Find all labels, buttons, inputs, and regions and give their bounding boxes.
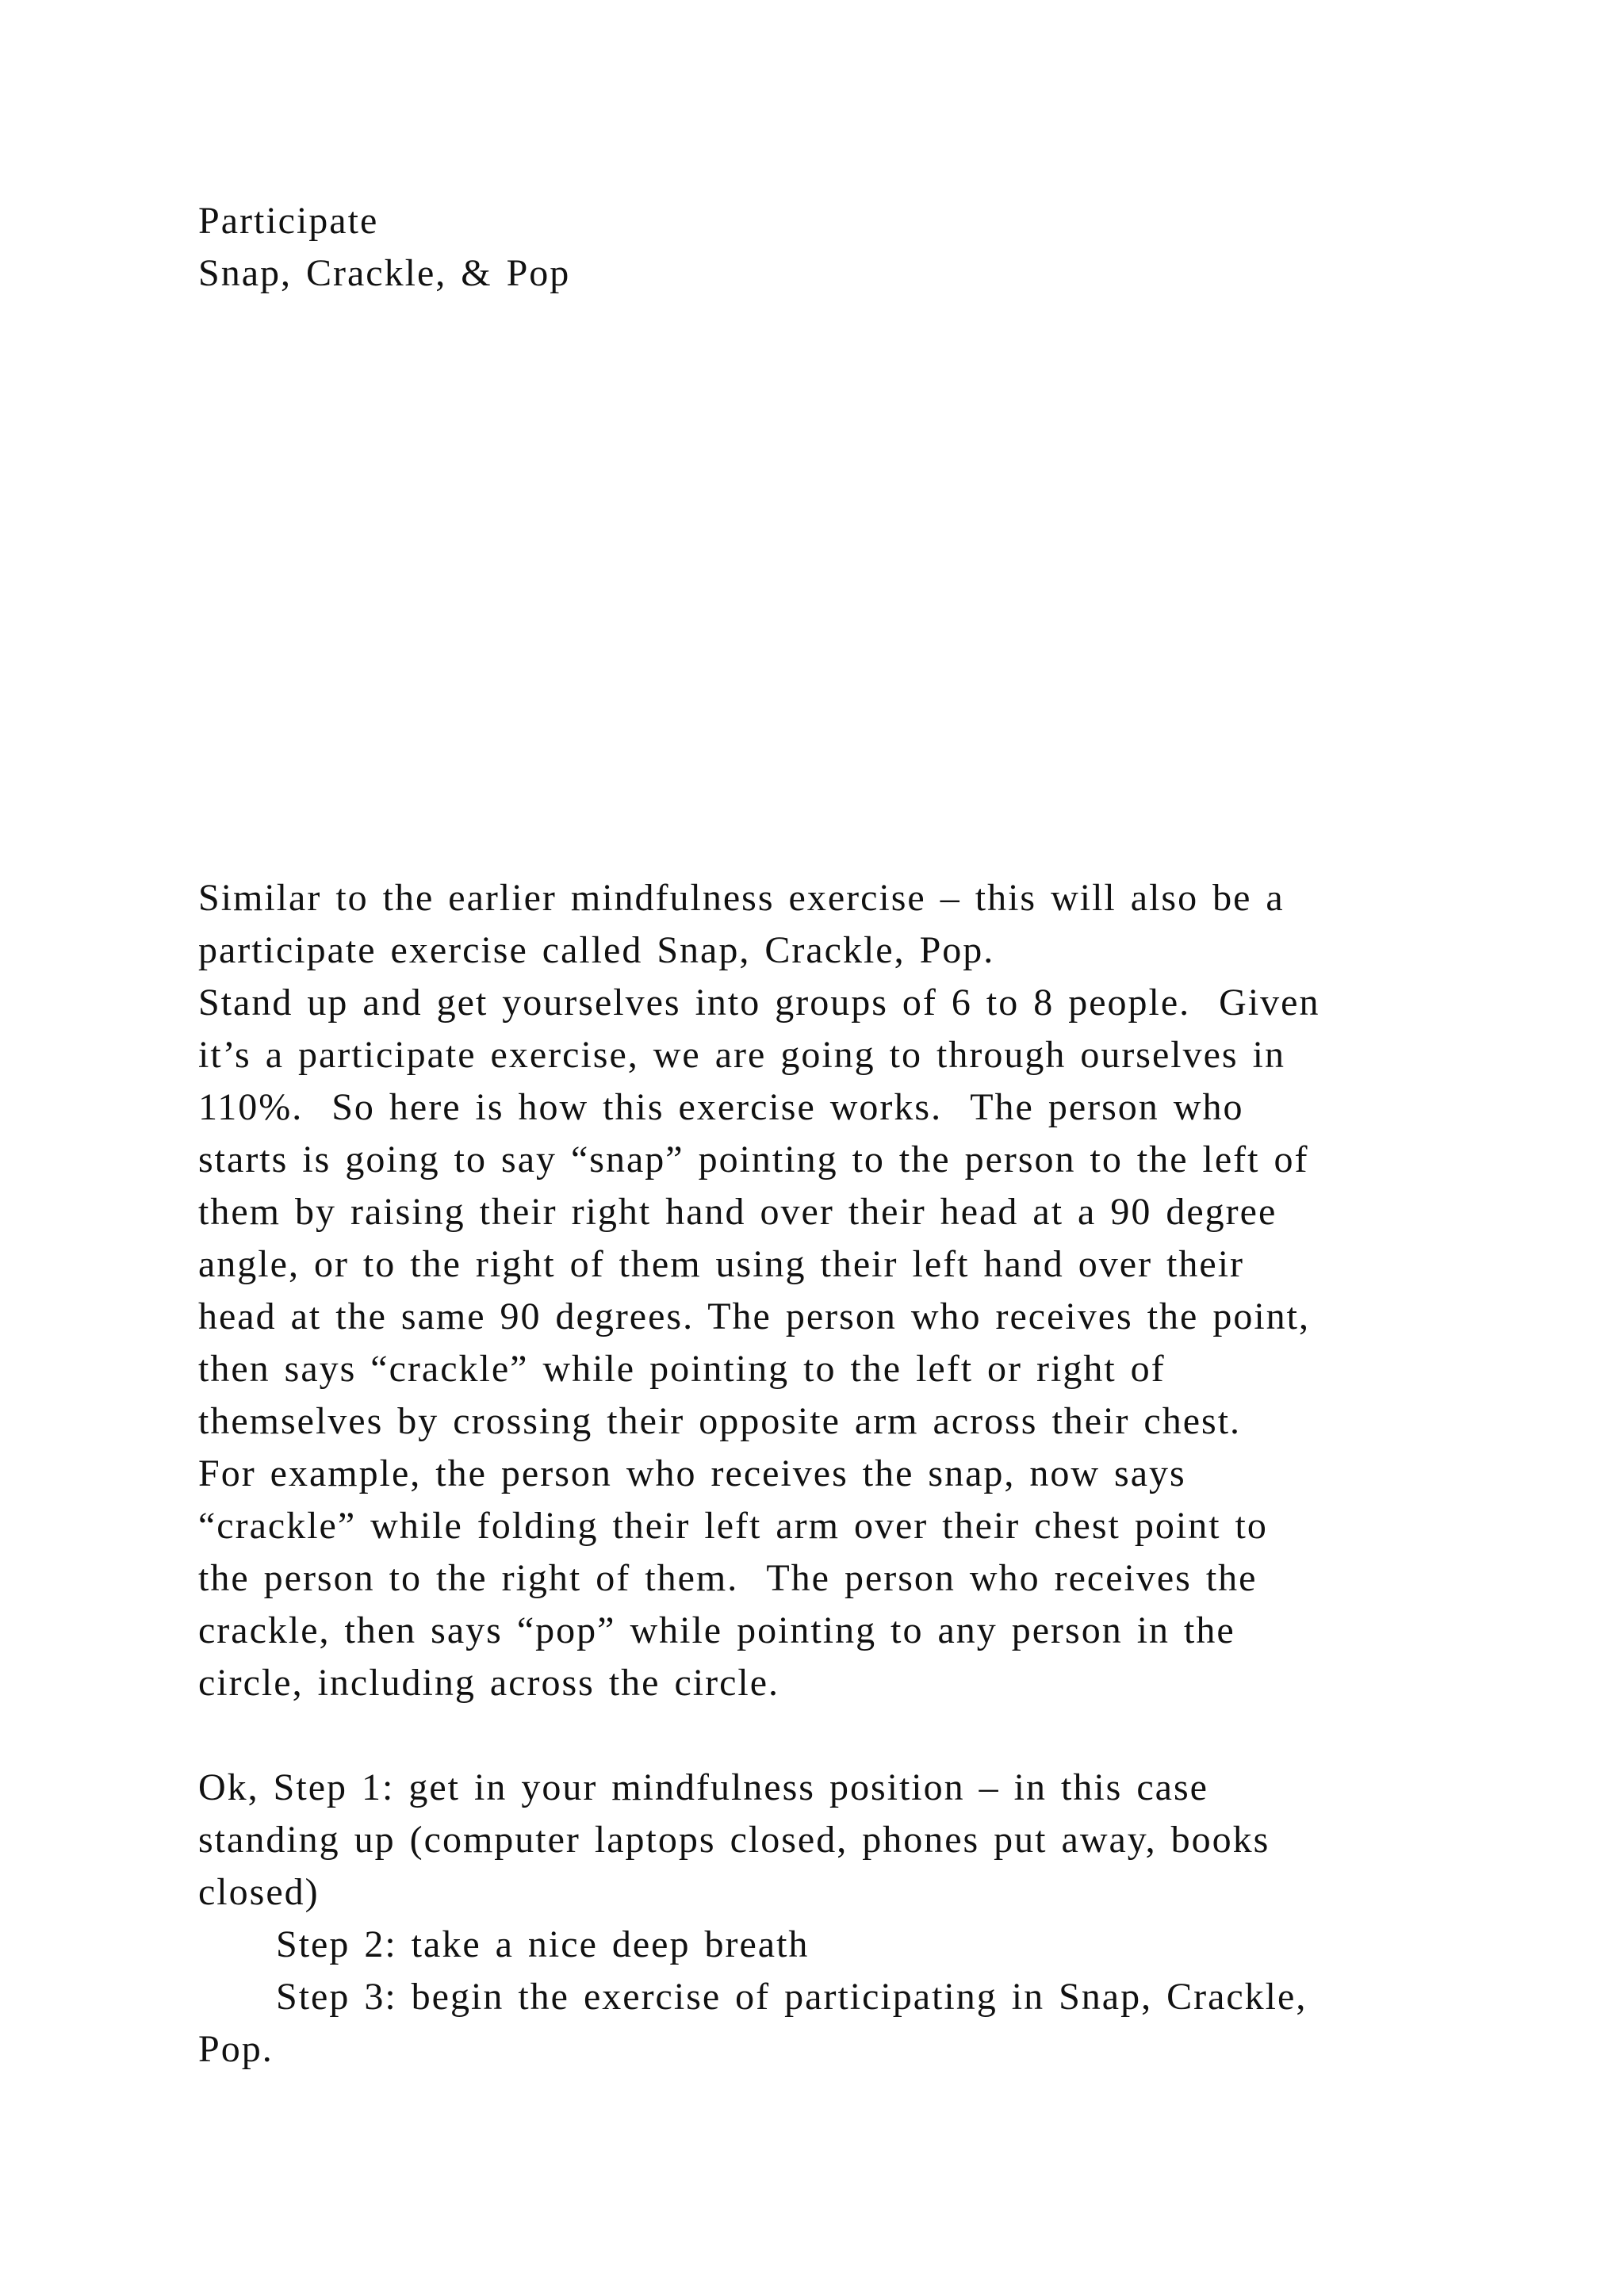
document-title: Participate [198, 200, 379, 242]
text-line: circle, including across the circle. [198, 1662, 780, 1704]
text-line: crackle, then says “pop” while pointing to any person in the [198, 1609, 1235, 1651]
document-subtitle: Snap, Crackle, & Pop [198, 252, 571, 294]
text-line: For example, the person who receives the snap, now says [198, 1452, 1186, 1494]
step-2-line: Step 2: take a nice deep breath [276, 1923, 810, 1965]
text-line: starts is going to say “snap” pointing to the person to the left of [198, 1138, 1309, 1181]
step-1-line: Ok, Step 1: get in your mindfulness position – in this case [198, 1766, 1208, 1808]
step-3-line: Step 3: begin the exercise of participating in Snap, Crackle, [276, 1976, 1308, 2018]
step-3-line: Pop. [198, 2028, 274, 2070]
text-line: “crackle” while folding their left arm over their chest point to [198, 1505, 1268, 1547]
step-1-line: standing up (computer laptops closed, phones put away, books [198, 1819, 1270, 1861]
instructions-paragraph [198, 977, 1451, 1709]
text-line: themselves by crossing their opposite arm across their chest. [198, 1400, 1242, 1442]
steps-section [198, 1762, 1451, 2076]
text-line: them by raising their right hand over their head at a 90 degree [198, 1191, 1277, 1233]
title-block [198, 195, 1467, 300]
text-line: Stand up and get yourselves into groups of 6 to 8 people. Given [198, 982, 1320, 1024]
paragraph-gap [198, 1709, 1451, 1762]
text-line: Similar to the earlier mindfulness exercise – this will also be a [198, 877, 1285, 919]
text-line: head at the same 90 degrees. The person who receives the point, [198, 1295, 1311, 1337]
text-line: 110%. So here is how this exercise works. The person who [198, 1086, 1244, 1128]
text-line: angle, or to the right of them using their left hand over their [198, 1243, 1245, 1285]
text-line: the person to the right of them. The person who receives the [198, 1557, 1258, 1599]
intro-paragraph [198, 872, 1451, 977]
body-text [198, 872, 1451, 2076]
text-line: it’s a participate exercise, we are going to through ourselves in [198, 1034, 1285, 1076]
text-line: then says “crackle” while pointing to the left or right of [198, 1348, 1166, 1390]
step-1-line: closed) [198, 1871, 320, 1913]
text-line: participate exercise called Snap, Crackle, Pop. [198, 929, 995, 971]
